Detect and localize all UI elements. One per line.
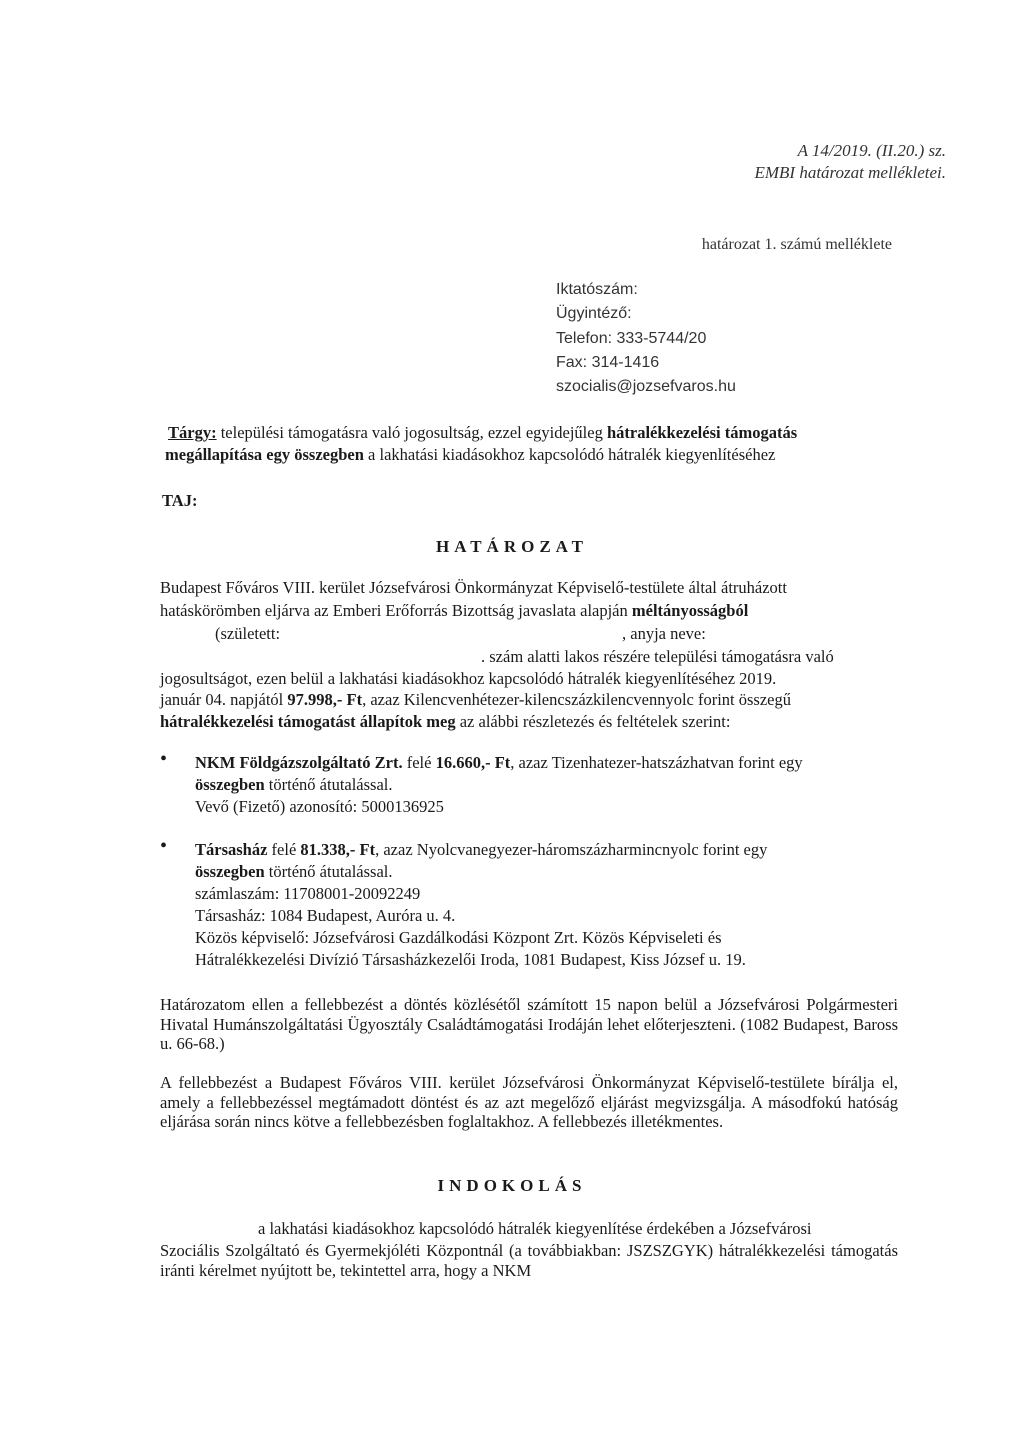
reasoning-title: INDOKOLÁS (437, 1176, 587, 1195)
bullet-2-office: Hátralékkezelési Divízió Társasházkezelői Iroda, 1081 Budapest, Kiss József u. 19. (195, 950, 746, 969)
bullet-icon: • (160, 835, 168, 857)
bullet-2-representative: Közös képviselő: Józsefvárosi Gazdálkodási Központ Zrt. Közös Képviseleti és (195, 928, 722, 947)
decision-line-1: Budapest Főváros VIII. kerület Józsefvárosi Önkormányzat Képviselő-testülete által átruházott (160, 578, 787, 597)
subject-line-1 (168, 423, 797, 443)
decision-born: (született: (215, 624, 281, 643)
decision-details: az alábbi részletezés és feltételek szerint: (455, 712, 731, 731)
bullet-1-line-2 (195, 775, 393, 795)
bullet-1-text: felé (402, 753, 436, 772)
reference-line-2: EMBI határozat mellékletei. (754, 163, 946, 182)
decision-line-4: . szám alatti lakos részére települési támogatásra való (481, 647, 834, 666)
subject-text-2: a lakhatási kiadásokhoz kapcsolódó hátralék kiegyenlítéséhez (363, 445, 776, 464)
subject-text-1: települési támogatásra való jogosultság, ezzel egyidejűleg (216, 423, 607, 442)
decision-amount: 97.998,- Ft (287, 690, 363, 709)
decision-line-7 (160, 712, 730, 732)
decision-line-5: jogosultságot, ezen belül a lakhatási kiadásokhoz kapcsolódó hátralék kiegyenlítéséhez 2019. (160, 669, 777, 688)
iktatoszam-label: Iktatószám: (556, 281, 638, 298)
appeal-paragraph-1: Határozatom ellen a fellebbezést a döntés közlésétől számított 15 napon belül a Józsefvárosi Polgármesteri Hivatal Humánszolgáltatási Ügyosztály Családtámogatási Irodáján lehet előterjeszteni. (1082 Budapest, Baross u. 66-68.) (160, 995, 898, 1053)
subject-bold-1: hátralékkezelési támogatás (606, 423, 798, 442)
subject-line-2 (165, 445, 775, 465)
subject-label: Tárgy: (168, 423, 217, 442)
bullet-2-line-1 (195, 840, 767, 860)
bullet-2-text: felé (267, 840, 301, 859)
decision-date: január 04. napjától (160, 690, 288, 709)
decision-line-2-text: hatáskörömben eljárva az Emberi Erőforrás Bizottság javaslata alapján (160, 601, 632, 620)
bullet-1-transfer: történő átutalással. (264, 775, 393, 794)
bullet-2-line-2 (195, 862, 393, 882)
decision-line-6 (160, 690, 791, 710)
bullet-2-words: , azaz Nyolcvanegyezer-háromszázharmincnyolc forint egy (375, 840, 768, 859)
bullet-1-payee: NKM Földgázszolgáltató Zrt. (195, 753, 403, 772)
reasoning-paragraph: Szociális Szolgáltató és Gyermekjóléti Központnál (a továbbiakban: JSZSZGYK) hátralékkezelési támogatás iránti kérelmet nyújtott be, tekintettel arra, hogy a NKM (160, 1241, 898, 1280)
fax-line: Fax: 314-1416 (556, 354, 660, 371)
subject-bold-2: megállapítása egy összegben (165, 445, 364, 464)
bullet-icon: • (160, 748, 168, 770)
annex-label: határozat 1. számú melléklete (701, 236, 892, 253)
document-title: HATÁROZAT (435, 537, 589, 556)
decision-mother: , anyja neve: (622, 624, 706, 643)
ugyintezo-label: Ügyintéző: (556, 305, 632, 322)
reasoning-line-1: a lakhatási kiadásokhoz kapcsolódó hátralék kiegyenlítése érdekében a Józsefvárosi (258, 1219, 812, 1238)
bullet-2-amount: 81.338,- Ft (300, 840, 376, 859)
telefon-line: Telefon: 333-5744/20 (556, 330, 707, 347)
decision-amount-words: , azaz Kilencvenhétezer-kilencszázkilencvennyolc forint összegű (362, 690, 792, 709)
bullet-1-lump: összegben (195, 775, 265, 794)
email-line: szocialis@jozsefvaros.hu (556, 378, 736, 395)
taj-label: TAJ: (162, 491, 198, 510)
bullet-1-words: , azaz Tizenhatezer-hatszázhatvan forint egy (510, 753, 803, 772)
decision-equity: méltányosságból (631, 601, 749, 620)
bullet-1-amount: 16.660,- Ft (435, 753, 511, 772)
bullet-2-account: számlaszám: 11708001-20092249 (195, 884, 421, 903)
bullet-2-transfer: történő átutalással. (264, 862, 393, 881)
decision-line-2 (160, 601, 748, 621)
bullet-1-customer-id: Vevő (Fizető) azonosító: 5000136925 (195, 797, 444, 816)
bullet-1-line-1 (195, 753, 803, 773)
bullet-2-payee: Társasház (195, 840, 268, 859)
appeal-paragraph-2: A fellebbezést a Budapest Főváros VIII. kerület Józsefvárosi Önkormányzat Képviselő-testülete bírálja el, amely a fellebbezéssel megtámadott döntést és az azt megelőző eljárást megvizsgálja. A másodfokú hatóság eljárása során nincs kötve a fellebbezésben foglaltakhoz. A fellebbezés illetékmentes. (160, 1073, 898, 1131)
reference-line-1: A 14/2019. (II.20.) sz. (797, 141, 946, 160)
bullet-2-lump: összegben (195, 862, 265, 881)
bullet-2-address: Társasház: 1084 Budapest, Auróra u. 4. (195, 906, 456, 925)
decision-grant: hátralékkezelési támogatást állapítok meg (160, 712, 456, 731)
